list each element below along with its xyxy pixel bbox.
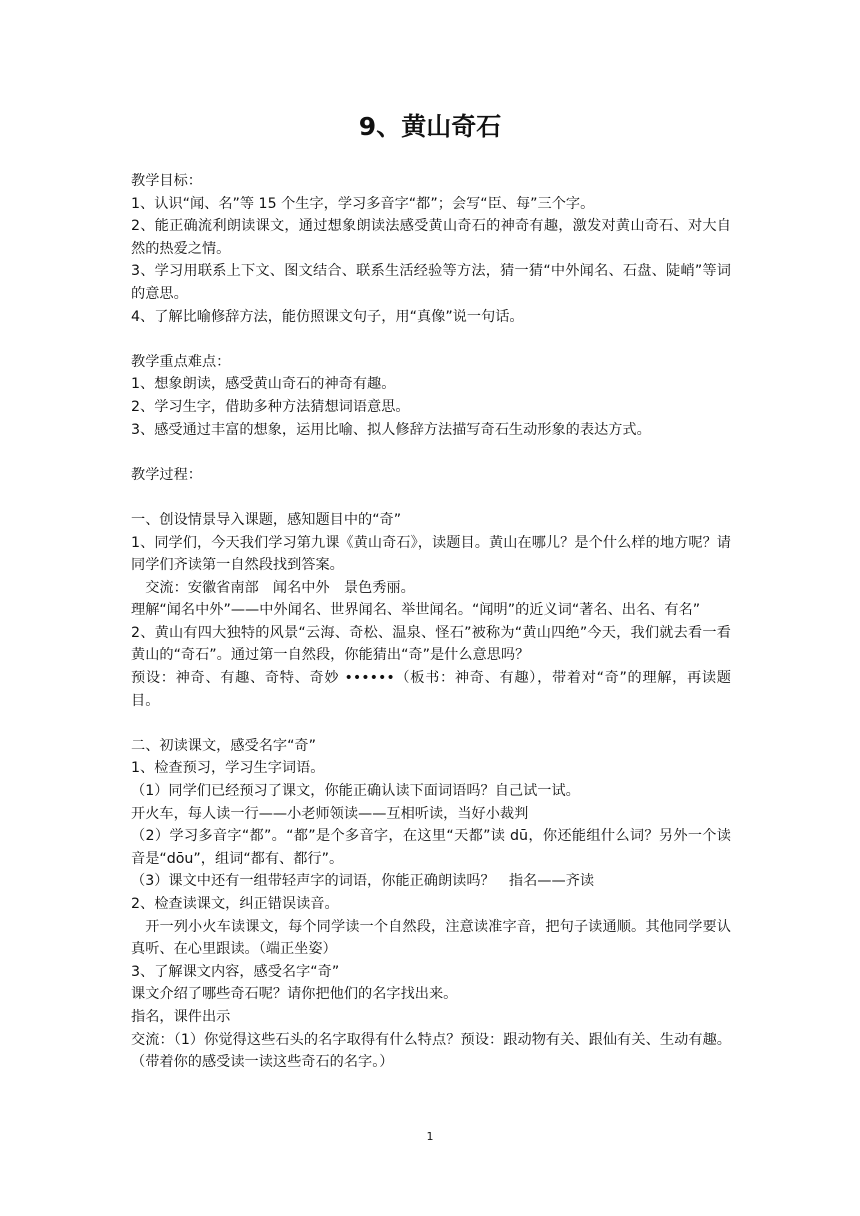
key-point-item: 2、学习生字，借助多种方法猜想词语意思。	[131, 398, 410, 415]
document-title: 9、黄山奇石	[358, 112, 502, 141]
paragraph: 1、同学们，今天我们学习第九课《黄山奇石》，读题目。黄山在哪儿？是个什么样的地方呢？请同学们齐读第一自然段找到答案。	[131, 534, 731, 574]
paragraph: 交流：（1）你觉得这些石头的名字取得有什么特点？预设：跟动物有关、跟仙有关、生动有趣。（带着你的感受读一读这些奇石的名字。）	[131, 1031, 731, 1071]
paragraph: 理解“闻名中外”——中外闻名、世界闻名、举世闻名。“闻明”的近义词“著名、出名、有名”	[131, 602, 701, 619]
page-number: 1	[426, 1130, 434, 1143]
paragraph: 开一列小火车读课文，每个同学读一个自然段，注意读准字音，把句子读通顺。其他同学要认真听、在心里跟读。（端正坐姿）	[131, 918, 731, 958]
spacer	[131, 328, 731, 351]
paragraph: （2）学习多音字“都”。“都”是个多音字，在这里“天都”读 dū，你还能组什么词？另外一个读音是“dōu”，组词“都有、都行”。	[131, 828, 731, 867]
key-points-heading: 教学重点难点：	[131, 353, 231, 370]
paragraph: （3）课文中还有一组带轻声字的词语，你能正确朗读吗？ 指名——齐读	[131, 873, 595, 890]
paragraph: 2、黄山有四大独特的风景“云海、奇松、温泉、怪石”被称为“黄山四绝”今天，我们就去看一看黄山的“奇石”。通过第一自然段，你能猜出“奇”是什么意思吗？	[131, 624, 731, 664]
key-point-item: 1、想象朗读，感受黄山奇石的神奇有趣。	[131, 376, 396, 393]
paragraph: 2、检查读课文，纠正错误读音。	[131, 896, 339, 912]
paragraph: 课文介绍了哪些奇石呢？请你把他们的名字找出来。	[131, 986, 458, 1003]
document-body	[131, 170, 731, 1074]
spacer	[131, 712, 731, 735]
section2-heading: 二、初读课文，感受名字“奇”	[131, 737, 316, 754]
section1-heading: 一、创设情景导入课题，感知题目中的“奇”	[131, 511, 402, 528]
paragraph: 3、了解课文内容，感受名字“奇”	[131, 963, 340, 980]
goal-item: 2、能正确流利朗读课文，通过想象朗读法感受黄山奇石的神奇有趣，激发对黄山奇石、对大自然的热爱之情。	[131, 218, 731, 257]
goal-item: 1、认识“闻、名”等 15 个生字，学习多音字“都”；会写“臣、每”三个字。	[131, 195, 595, 212]
paragraph: 开火车，每人读一行——小老师领读——互相听读，当好小裁判	[131, 805, 529, 822]
key-point-item: 3、感受通过丰富的想象，运用比喻、拟人修辞方法描写奇石生动形象的表达方式。	[131, 421, 651, 438]
spacer	[131, 486, 731, 509]
goal-item: 3、学习用联系上下文、图文结合、联系生活经验等方法，猜一猜“中外闻名、石盘、陡峭”等词的意思。	[131, 263, 731, 302]
paragraph: （1）同学们已经预习了课文，你能正确认读下面词语吗？自己试一试。	[131, 783, 580, 800]
paragraph: 预设：神奇、有趣、奇特、奇妙 ••••••（板书：神奇、有趣），带着对“奇”的理解，再读题目。	[131, 670, 731, 709]
process-heading: 教学过程：	[131, 466, 202, 483]
paragraph: 1、检查预习，学习生字词语。	[131, 760, 325, 777]
paragraph: 指名，课件出示	[131, 1008, 231, 1025]
goals-heading: 教学目标：	[131, 173, 202, 189]
paragraph: 交流：安徽省南部 闻名中外 景色秀丽。	[145, 579, 415, 596]
goal-item: 4、了解比喻修辞方法，能仿照课文句子，用“真像”说一句话。	[131, 308, 524, 325]
spacer	[131, 441, 731, 464]
